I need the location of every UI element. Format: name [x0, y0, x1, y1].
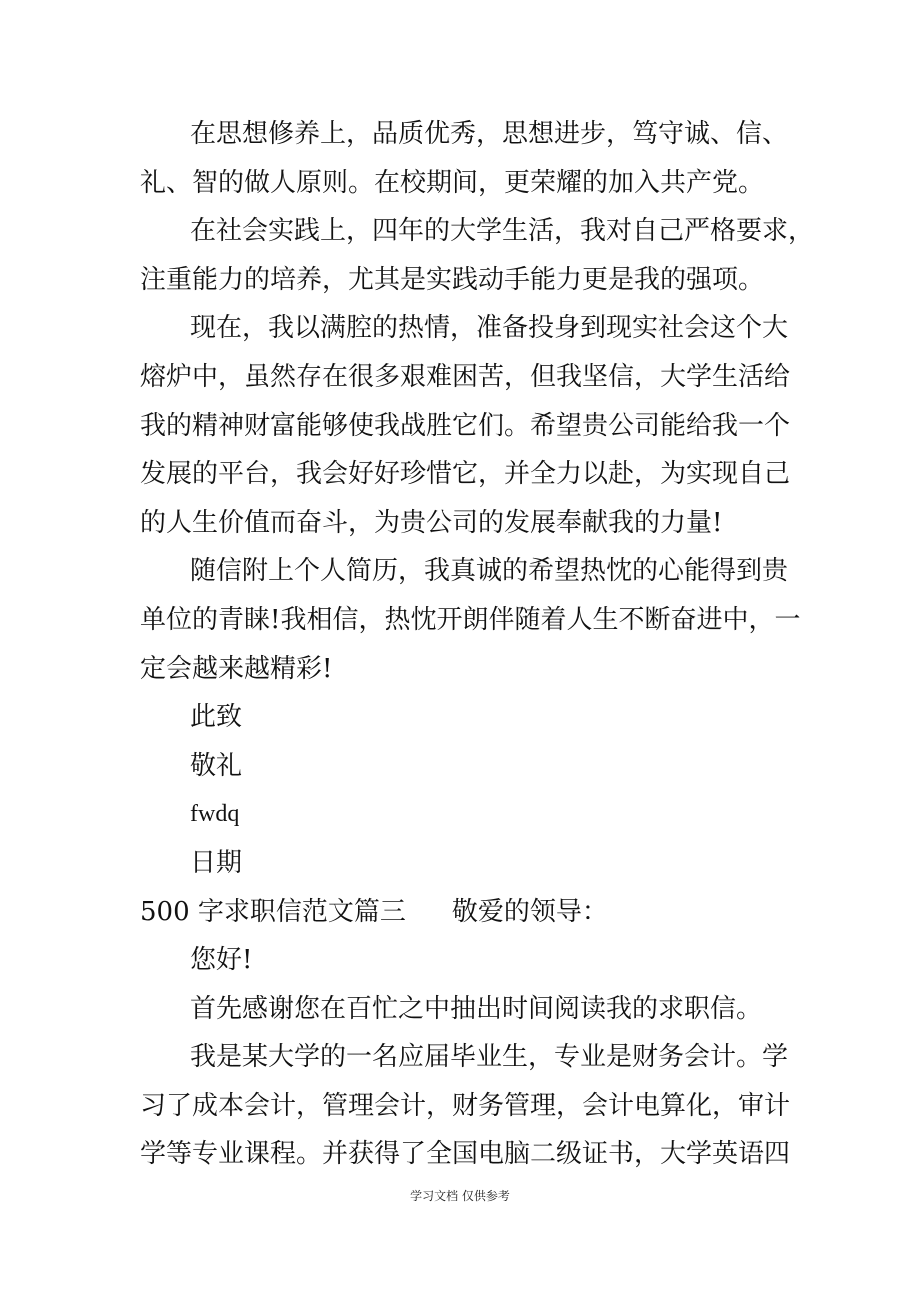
paragraph-line: 单位的青睐!我相信，热忱开朗伴随着人生不断奋进中，一 [140, 604, 801, 635]
paragraph-line: 学等专业课程。并获得了全国电脑二级证书，大学英语四 [140, 1139, 791, 1170]
closing-salutation: 此致 [190, 702, 243, 733]
paragraph-line: 我是某大学的一名应届毕业生，专业是财务会计。学 [190, 1042, 789, 1073]
paragraph-line: 在社会实践上，四年的大学生活，我对自己严格要求， [190, 216, 815, 247]
section-title: 500 字求职信范文篇三 [140, 896, 406, 927]
paragraph-line: 在思想修养上，品质优秀，思想进步，笃守诚、信、 [190, 119, 789, 149]
paragraph-line: 的人生价值而奋斗，为贵公司的发展奉献我的力量! [140, 507, 723, 538]
paragraph-line: 注重能力的培养，尤其是实践动手能力更是我的强项。 [140, 264, 765, 295]
section-heading-line [140, 888, 780, 937]
paragraph-line: 现在，我以满腔的热情，准备投身到现实社会这个大 [190, 313, 789, 344]
signature: fwdq [190, 801, 240, 828]
greeting-line: 您好! [190, 945, 253, 976]
paragraph-line: 习了成本会计，管理会计，财务管理，会计电算化，审计 [140, 1090, 791, 1121]
closing-regards: 敬礼 [190, 750, 243, 781]
document-body [140, 110, 815, 1179]
paragraph-line: 定会越来越精彩! [140, 653, 333, 684]
letter-greeting: 敬爱的领导： [451, 896, 608, 927]
paragraph-line: 熔炉中，虽然存在很多艰难困苦，但我坚信，大学生活给 [140, 361, 791, 392]
paragraph-line: 礼、智的做人原则。在校期间，更荣耀的加入共产党。 [140, 167, 765, 198]
date-label: 日期 [190, 847, 243, 878]
paragraph-line: 我的精神财富能够使我战胜它们。希望贵公司能给我一个 [140, 410, 791, 441]
paragraph-line: 首先感谢您在百忙之中抽出时间阅读我的求职信。 [190, 993, 763, 1024]
paragraph-line: 随信附上个人简历，我真诚的希望热忱的心能得到贵 [190, 556, 789, 587]
page-footer: 学习文档 仅供参考 [410, 1189, 510, 1203]
paragraph-line: 发展的平台，我会好好珍惜它，并全力以赴，为实现自己 [140, 459, 791, 490]
